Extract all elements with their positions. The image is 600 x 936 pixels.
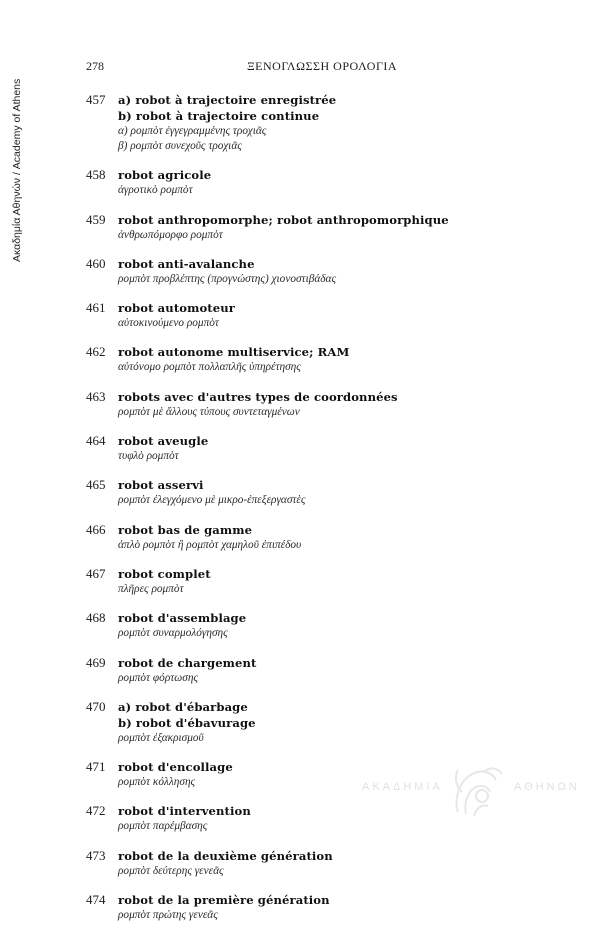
greek-term: ρομπὸτ κόλλησης — [118, 776, 196, 789]
french-term: robot autonome multiservice; RAM — [118, 345, 350, 360]
french-term: robot d'encollage — [118, 760, 233, 775]
french-term: robot de chargement — [118, 655, 257, 670]
greek-term: ἀγροτικὸ ρομπὸτ — [118, 184, 193, 197]
entry-465 — [86, 477, 526, 508]
entry-473 — [86, 848, 526, 879]
entry-number: 458 — [86, 167, 106, 183]
greek-term: ἁπλὸ ρομπὸτ ἢ ρομπὸτ χαμηλοῦ ἐπιπέδου — [118, 538, 302, 551]
french-term: robot de la première génération — [118, 893, 330, 908]
french-term: robot aveugle — [118, 434, 209, 449]
entry-number: 460 — [86, 255, 106, 271]
french-term: robot bas de gamme — [118, 522, 253, 537]
greek-term: ρομπὸτ φόρτωσης — [118, 671, 199, 684]
watermark — [362, 762, 580, 824]
entry-number: 471 — [86, 759, 106, 775]
entry-459 — [86, 212, 526, 243]
page-number: 278 — [86, 59, 104, 73]
running-title: ΞΕΝΟΓΛΩΣΣΗ ΟΡΟΛΟΓΙΑ — [246, 59, 398, 73]
entry-number: 467 — [86, 565, 106, 581]
entry-462 — [86, 344, 526, 375]
greek-term: ρομπὸτ ἐλεγχόμενο μὲ μικρο-ἐπεξεργαστὲς — [118, 494, 306, 507]
greek-term: ρομπὸτ μὲ ἄλλους τύπους συντεταγμένων — [118, 405, 300, 418]
entry-463 — [86, 389, 526, 420]
french-term: robot anthropomorphe; robot anthropomorphique — [118, 212, 449, 227]
entry-number: 463 — [86, 388, 106, 404]
entry-number: 457 — [86, 92, 106, 107]
greek-term: ρομπὸτ συναρμολόγησης — [118, 627, 228, 640]
entry-457 — [86, 92, 526, 154]
french-term: robot asservi — [118, 478, 204, 493]
entry-number: 473 — [86, 847, 106, 863]
french-term: a) robot à trajectoire enregistrée — [118, 93, 337, 107]
greek-term: ρομπὸτ ἐξακρισμοῦ — [118, 731, 204, 744]
entry-464 — [86, 433, 526, 464]
french-term: robot anti-avalanche — [118, 256, 255, 271]
french-term: robots avec d'autres types de coordonnées — [118, 389, 398, 404]
entry-number: 474 — [86, 892, 106, 908]
french-term: a) robot d'ébarbage — [118, 699, 248, 714]
entry-468 — [86, 610, 526, 641]
entry-number: 466 — [86, 521, 106, 537]
greek-term: τυφλὸ ρομπὸτ — [118, 450, 179, 463]
greek-term: αὐτόνομο ρομπὸτ πολλαπλῆς ὑπηρέτησης — [118, 361, 301, 374]
entry-460 — [86, 256, 526, 287]
greek-term: αὐτοκινούμενο ρομπὸτ — [118, 317, 219, 330]
entry-number: 461 — [86, 300, 106, 316]
french-term: b) robot à trajectoire continue — [118, 109, 320, 123]
french-term: robot d'assemblage — [118, 611, 247, 626]
french-term: robot agricole — [118, 168, 212, 183]
side-label: Ακαδημία Αθηνών / Academy of Athens — [11, 78, 23, 262]
entry-467 — [86, 566, 526, 597]
french-term: robot automoteur — [118, 301, 235, 316]
entry-number: 468 — [86, 610, 106, 626]
french-term: b) robot d'ébavurage — [118, 715, 256, 730]
entry-number: 472 — [86, 803, 106, 819]
greek-term: πλῆρες ρομπὸτ — [118, 582, 184, 595]
watermark-text-right: ΑΘΗΝΩΝ — [514, 781, 580, 793]
french-term: robot de la deuxième génération — [118, 848, 333, 863]
greek-term: ρομπὸτ δεύτερης γενεᾶς — [118, 864, 224, 877]
entry-number: 470 — [86, 698, 106, 714]
entry-458 — [86, 167, 526, 198]
athena-head-watermark-icon — [444, 762, 506, 824]
entry-469 — [86, 655, 526, 686]
french-term: robot complet — [118, 566, 211, 581]
entry-number: 469 — [86, 654, 106, 670]
entry-number: 464 — [86, 433, 106, 449]
greek-term: ρομπὸτ προβλέπτης (προγνώστης) χιονοστιβάδας — [118, 272, 337, 285]
greek-term: β) ρομπὸτ συνεχοῦς τροχιᾶς — [118, 140, 242, 152]
entry-466 — [86, 522, 526, 553]
entry-461 — [86, 300, 526, 331]
greek-term: ρομπὸτ παρέμβασης — [118, 820, 208, 833]
entry-474 — [86, 892, 526, 923]
greek-term: ἀνθρωπόμορφο ρομπὸτ — [118, 228, 223, 241]
greek-term: α) ρομπὸτ ἐγγεγραμμένης τροχιᾶς — [118, 125, 267, 137]
entry-number: 459 — [86, 211, 106, 227]
watermark-text-left: ΑΚΑΔΗΜΙΑ — [362, 781, 443, 793]
entry-number: 462 — [86, 344, 106, 360]
greek-term: ρομπὸτ πρώτης γενεᾶς — [118, 909, 218, 922]
entry-number: 465 — [86, 477, 106, 493]
french-term: robot d'intervention — [118, 804, 251, 819]
entry-470 — [86, 699, 526, 746]
